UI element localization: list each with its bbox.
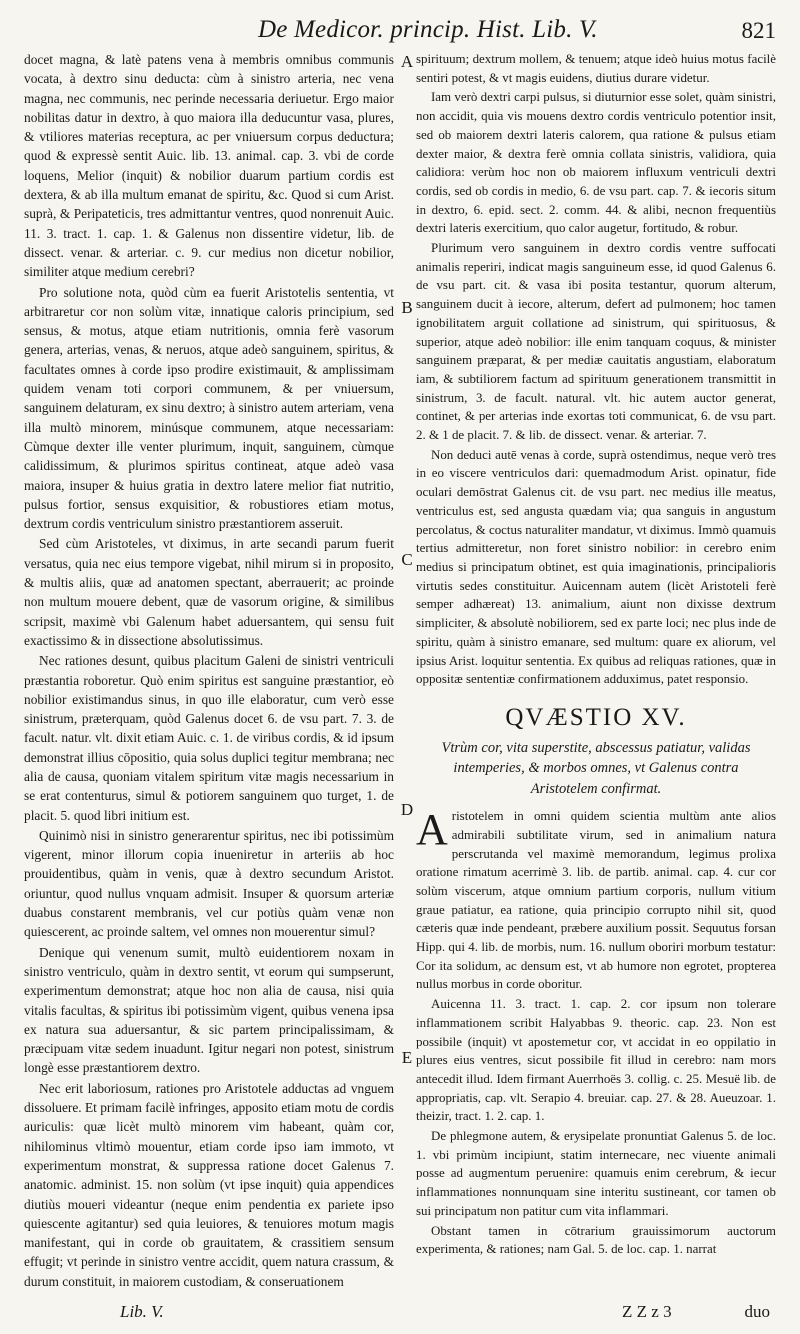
question-title: Vtrùm cor, vita superstite, abscessus patiatur, validas intemperies, & morbos omnes, vt Galenus contra Aristotelem confirmat. — [441, 739, 751, 797]
paragraph: Sed cùm Aristoteles, vt diximus, in arte secandi parum fuerit versatus, quia nec eius tempore vigebat, nihil mirum si in proposito, & multis aliis, quæ ad anatomen spectant, aberrauerit; ac proinde non multum mouere debent, quæ de vasorum origine, & similibus scripsit, maximè vbi Galenum habet aduersantem, qui sensu fuit exactissimo & in dissectione absolutissimus. — [24, 536, 394, 648]
paragraph: Nec rationes desunt, quibus placitum Galeni de sinistri ventriculi præstantia roboretur. Quò enim spiritus est sanguine præstantior, eò nobilior existimandus sinus, in quo ille elaboratur, cum verò esse sinistrum, præterquam, quòd Galenus docet 6. de vsu part. 7. 3. de facult. natur. vlt. dixit etiam Auic. c. 1. de viribus cordis, & id ipsum demonstrat illius cōpositio, quia solus duplici tegitur membrana; nec alia de causa, quoniam vitalem spiritum vitæ magis necessarium in se erat contenturus, simul & potiorem sanguinem quo turget, 1. de placit. 5. quod libri initium est. — [24, 653, 394, 823]
page-number: 821 — [741, 18, 776, 43]
page-footer — [0, 1302, 800, 1324]
paragraph: Pro solutione nota, quòd cùm ea fuerit Aristotelis sententia, vt arbitraretur cor non solùm vitæ, innatique caloris principium, sed sensus, & motus, atque etiam nutritionis, omnia ferè vasorum genera, arterias, venas, & neruos, atque adeò sanguinem, spiritus, & facultates omnes à corde ipso prodire existimauit, & amplissimam quidem venam toti corpori communem, & per vniuersum, sanguinem delaturam, ex sinu dextro; à sinistro autem arteriam, vena illa multò minorem, minúsque communem, atque necessariam: Cùmque dexter ille venter plurimum, inquit, sanguinem, cùmque calidissimum, & plurimos spiritus contineat, atque adeò vasa maiora, insuper & huius gratia in dextro latere melior fiat nutritio, pulsus fortior, sensus exquisitior, & robustiores etiam motus, dextrum cordis ventriculum sinistro præstantiorem asseruit. — [24, 284, 394, 532]
running-title: De Medicor. princip. Hist. Lib. V. — [258, 16, 598, 43]
paragraph: Iam verò dextri carpi pulsus, si diuturnior esse solet, quàm sinistri, non accidit, quia vis mouens dextro cordis ventriculo potentior insit, sed ob maiorem dextri lateris calorem, qua ratione & pulsus etiam dexter maior, & dextra ferè omnia collata sinistris, validiora, quia calidiora: verùm hoc non ob maiorem influxum ventriculi dextri cordis, sed ob cordis in medio, 6. de vsu part. cap. 7. & iecoris situm in dextro, 6. epid. sect. 2. comm. 44. & alibi, necnon frequentiùs dextri lateris exercitium, quo calor augetur, fortitudo, & robur. — [416, 89, 776, 236]
right-column — [416, 50, 776, 1259]
margin-letter-a: A — [400, 52, 414, 71]
paragraph: Nec erit laboriosum, rationes pro Aristotele adductas ad vnguem dissoluere. Et primam facilè infringes, apposito etiam motu de cordis auriculis: quæ licèt multò minorem vim habeant, quàm cor, nihilominus vltimò mouentur, etiam corde ipso iam immoto, vt experimentum monstrat, & suppressa ratione docet Galenus 7. anatomic. administ. 15. non solùm (vt ipse inquit) quia appendices diutiùs moueri videantur (neque enim pendentia ex pariete ipso quiescente agitantur) sed quia leuiores, & tenuiores motum magis manifestant, qui in corde ob grauitatem, & crassitiem sensum effugit; vt perinde in sinistro ventre accidit, quem natura crassum, & durum constituit, in maiorem custodiam, & conseruationem — [24, 1080, 395, 1289]
paragraph: spirituum; dextrum mollem, & tenuem; atque ideò huius motus facilè sentiri potest, & vt magis euidens, diutius durare videtur. — [416, 51, 776, 85]
signature-mark: Z Z z 3 — [622, 1302, 672, 1321]
catchword: duo — [744, 1302, 770, 1321]
paragraph: Obstant tamen in cōtrarium grauissimorum auctorum experimenta, & rationes; nam Gal. 5. de loc. cap. 1. narrat — [416, 1222, 776, 1257]
left-column — [24, 50, 394, 1291]
drop-cap: A — [416, 805, 448, 855]
footer-book-label: Lib. V. — [120, 1302, 164, 1321]
margin-letter-e: E — [401, 1048, 413, 1067]
opening-text: ristotelem in omni quidem scientia multùm ante alios admirabili subtilitate virum, sed in animalium natura perscrutanda vel maximè memorandum, legimus prolixa oratione rimatum acerrimè 3. lib. de partib. animal. cap. 4. cur cor solùm viscerum, atque omnium partium corporis, nullum vitium graue patiatur, ea ratione, quia principio corrupto nihil sit, quod cæteris quæ inde pendeant, præbere auxilium possit. Sequutus forsan Hipp. qui 4. lib. de morbis, num. 16. nullum oboriri morbum testatur: Cor ita solidum, ac densum est, vt ab humore non egrotet, propterea nullus morbus in corde oboritur. — [416, 808, 776, 992]
paragraph: Denique qui venenum sumit, multò euidentiorem noxam in sinistro ventriculo, quàm in dextro sentit, vt eorum qui sumpserunt, experimentum demonstrat; atque hoc non alia de causa, nisi quia vitalis facultas, & spiritus ibi potissimùm vigent, quibus venena ipsa ex natura sua aduersantur, & sic partem principalissimam, & præcipuam vitæ sedem inuadunt. Igitur negari non potest, sinistrum longè esse præstantiorem dextro. — [24, 944, 394, 1076]
paragraph: Plurimum vero sanguinem in dextro cordis ventre suffocati animalis reperiri, indicat magis sanguineum esse, id quod Galenus 6. de vsu part. cit. & vasa ibi posita testantur, quorum alterum, sanguinem ducit à iecore, alterum, defert ad pulmonem; hoc tamen ignobilitatem arguit collatione ad sinistrum, qui spirituosus, & superior, atque adeò nobilior: ille enim tanquam coquus, & minister sanguinem præparat, & per mediæ cauitatis angustiam, elaboratum iam, & subtiliorem factum ad spirituum generationem transmittit in sinistrum, 3. de facult. natural. vlt. hic autem auctor generat, continet, & per arterias inde exortas toti communicat, 6. de vsu part. 2. & 1 de placit. 7. & lib. de dissect. venar. & arteriar. 7. — [416, 240, 776, 443]
opening-paragraph — [416, 807, 776, 994]
paragraph: Non deduci autē venas à corde, suprà ostendimus, neque verò tres in eo viscere ventriculos dari: quemadmodum Arist. opinatur, fide oculari demōstrat Galenus cit. de vsu part. nec medius ille meatus, ventriculus est, sed angusta quædam via; qua sanguis in angustum percolatus, & coctus naturaliter mandatur, vt diximus. Immò quamuis tertius admitteretur, non foret sinistro nobilior: in cerebro enim medius si principatum obtinet, est quia imaginationis, principalioris virtutis sedes constituitur. Auicennam autem (licèt Aristoteli ferè semper adhæreat) 13. animalium, aiunt non dixisse dextrum simpliciter, & absolutè nobiliorem, sed ex parte loci; nec plus inde de spiritu, quàm à sinistro emanare, sed multum: quare ex aliorum, vel ipsius Arist. loquitur sententia. Ex quibus ad reliquas rationes, quæ in oppositæ sententiæ confirmationem adduximus, patet responsio. — [416, 446, 776, 687]
margin-letter-b: B — [401, 298, 413, 317]
paragraph: Auicenna 11. 3. tract. 1. cap. 2. cor ipsum non tolerare inflammationem scribit Halyabbas 9. theoric. cap. 23. Non est possibile (inquit) vt apostemetur cor, vt accidat in eo oppilatio in plures eius ventres, sicut possibile fit illud in cerebro: nam mors antecedit illud. Idem firmant Auerrhoës 3. collig. c. 25. Mesuë lib. de appropriatis, cap. vlt. Serapio 4. breuiar. cap. 27. & 28. Aueuzoar. 1. theizir, tract. 1. 2. cap. 1. — [416, 996, 776, 1124]
paragraph: docet magna, & latè patens vena à membris omnibus communis vocata, à dextro sinu deducta: cùm à sinistro arteria, nec vena magna, nec communis, nec perinde necessaria deriuetur. Ergo maior nobilitas datur in dextro, à quo maiora illa deducuntur vasa, plures, & vtiliores materias receptura, ac per vniuersum corpus deductura; quod & expressè sentit Auic. lib. 13. animal. cap. 3. vbi de corde loquens, Melior (inquit) & nobilior duarum partium cordis est dextera, & ab illa multum emanat de spiritu, &c. Quod si cum Arist. suprà, & Peripateticis, tres admittantur ventres, quod nonrenuit Auic. 11. 3. tract. 1. cap. 1. & Galenus non dissentire videtur, lib. de dissect. venar. & arteriar. c. 9. cur medius non dicetur nobilior, similiter atque medium cerebri? — [24, 52, 394, 280]
margin-letter-d: D — [400, 800, 414, 819]
section-heading: QVÆSTIO XV. — [505, 703, 687, 731]
page-header — [0, 16, 800, 46]
margin-letter-c: C — [401, 550, 413, 569]
paragraph: De phlegmone autem, & erysipelate pronuntiat Galenus 5. de loc. 1. vbi primùm incipiunt, statim internecare, nec viuente animali posse ad augmentum peruenire: quamuis enim cerebrum, & iecur inflammationes nonnunquam sine interitu sustineant, cor tamen ob sui principatum non patitur cum vita inflammari. — [416, 1128, 776, 1218]
paragraph: Quinimò nisi in sinistro generarentur spiritus, nec ibi potissimùm vigerent, minor illorum copia inueniretur in arteriis ab hoc prouidentibus, quàm in venis, quæ à dextro secundum Aristot. oriuntur, quod nullus vnquam admisit. Insuper & quorsum arteriæ duabus constarent membranis, vel cur potiùs quàm venæ non quiescerent, ac proinde saltem, vel omnes non mouerentur simul? — [24, 827, 394, 940]
